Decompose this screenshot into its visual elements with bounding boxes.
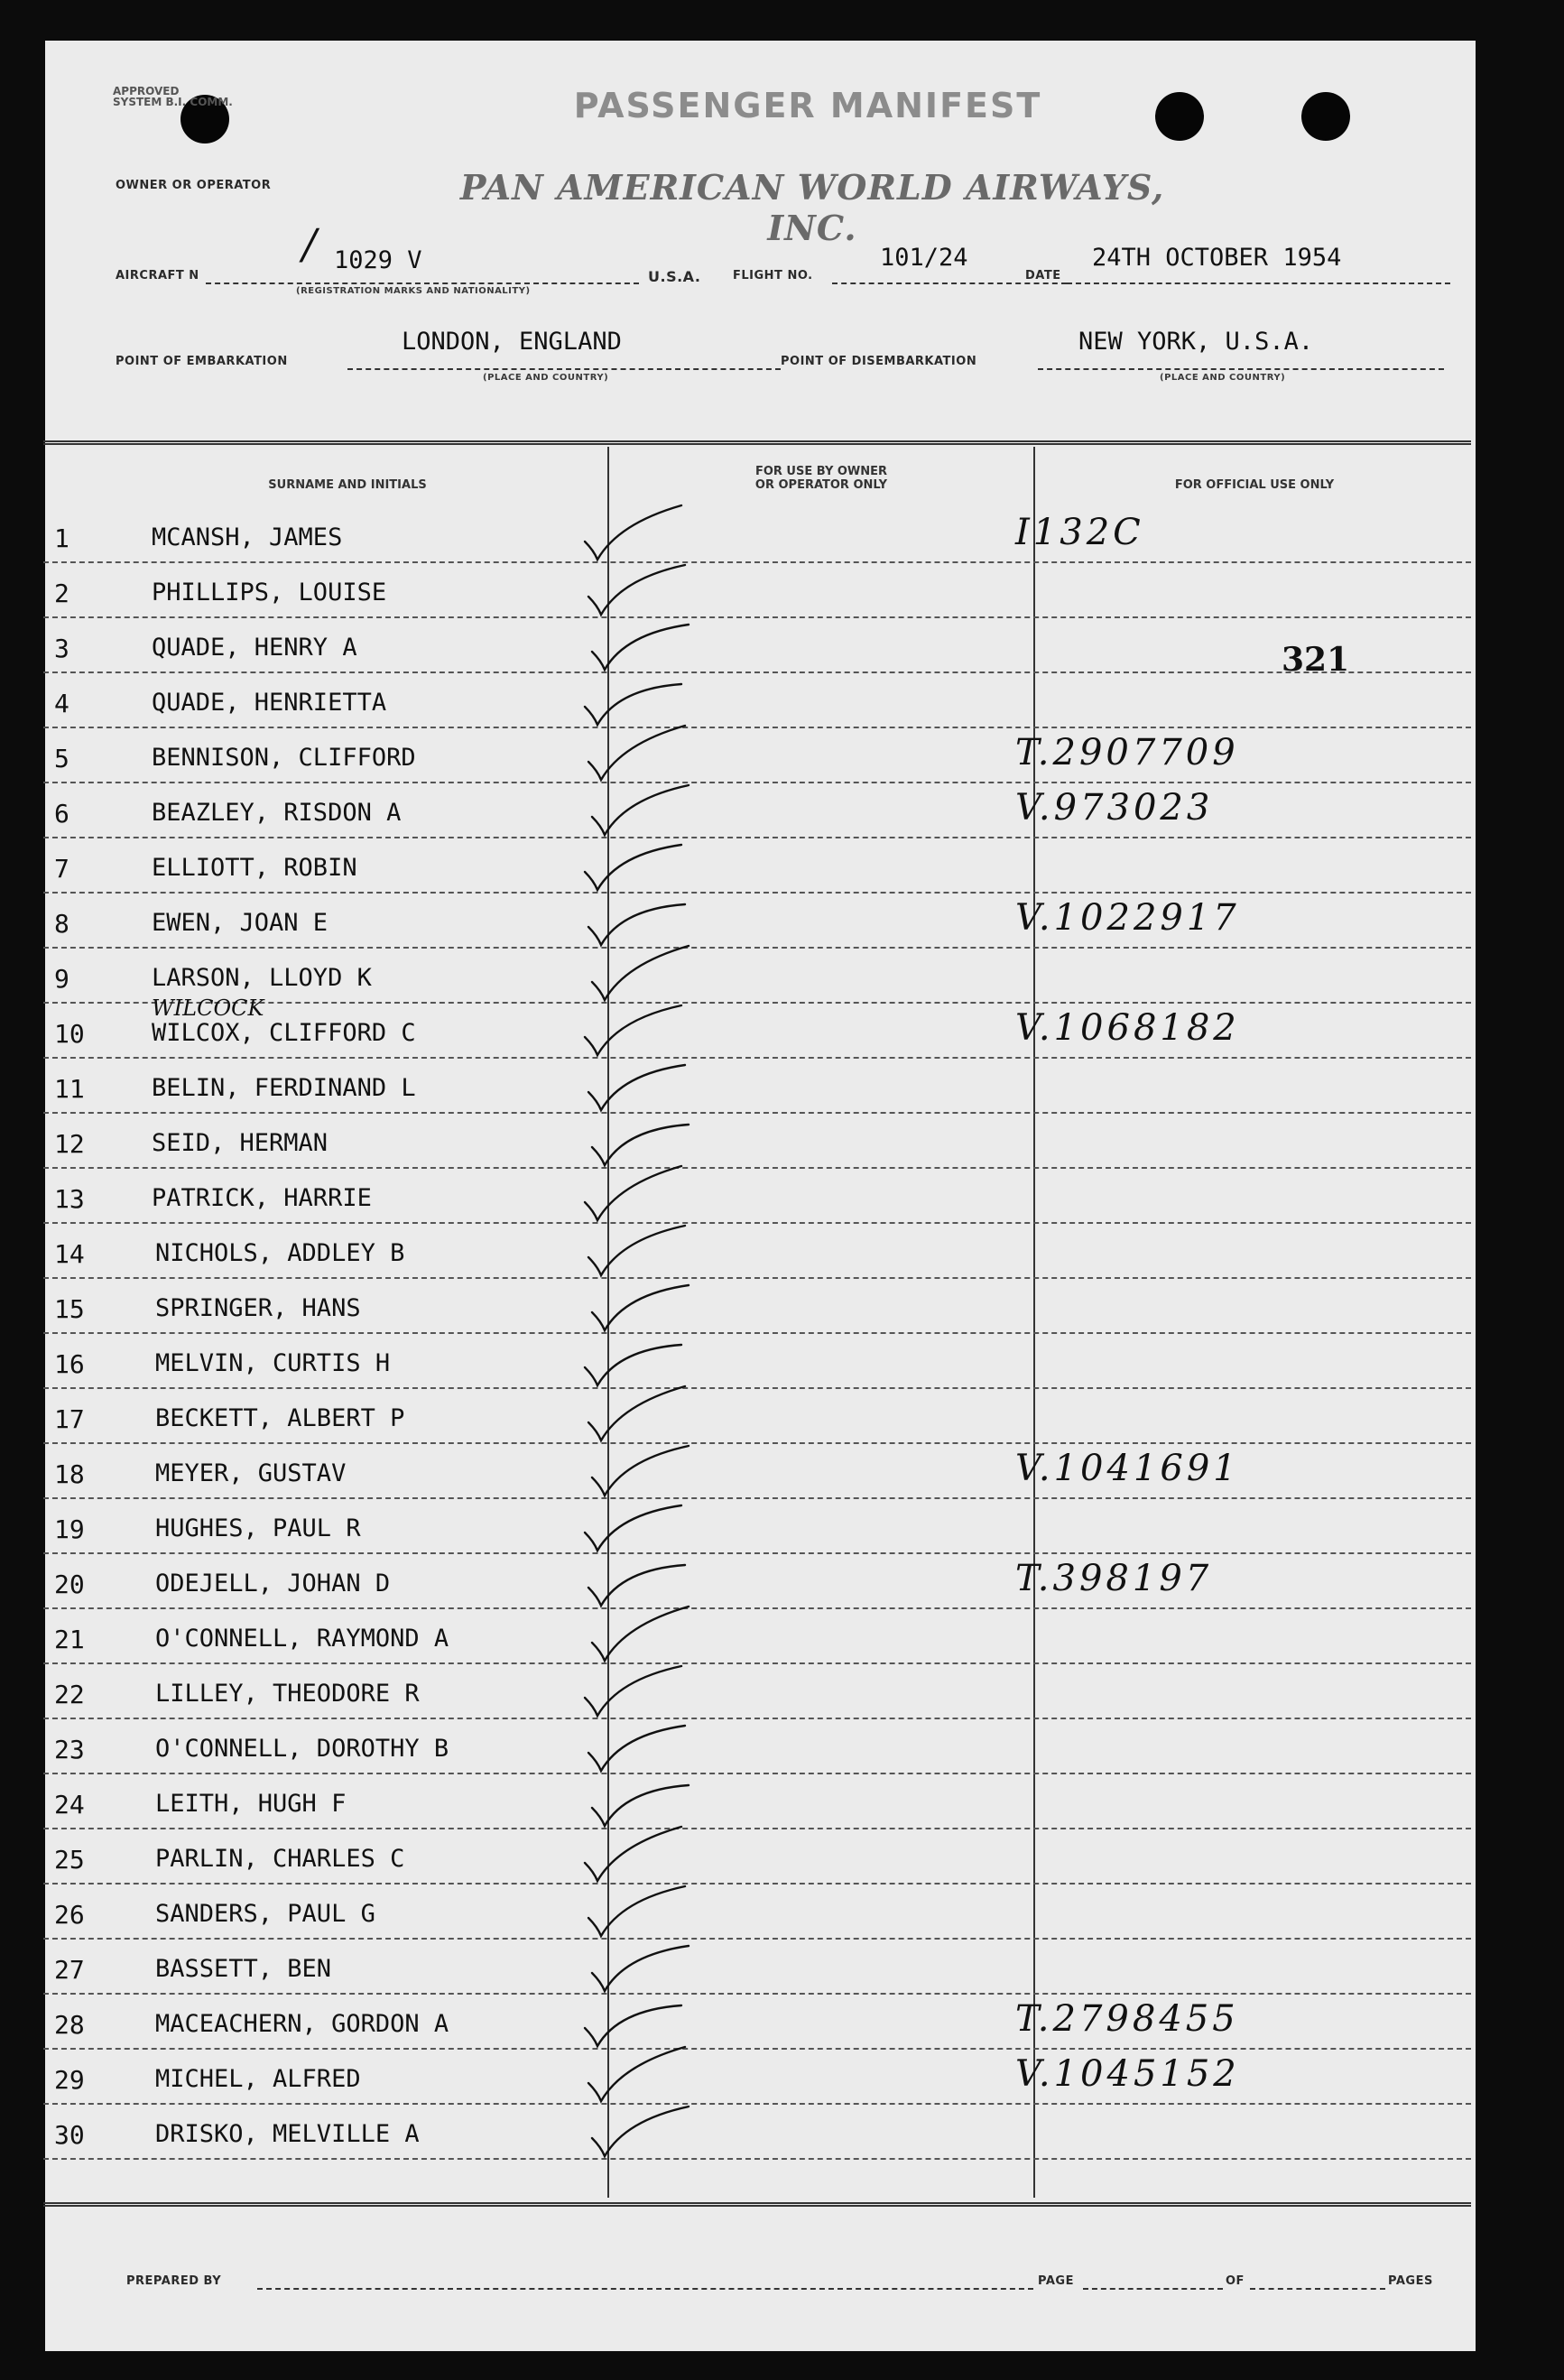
flight-value: 101/24 (880, 244, 968, 272)
passenger-name: SEID, HERMAN (152, 1129, 329, 1157)
passenger-name: LARSON, LLOYD K (152, 964, 372, 992)
embarkation-underline (347, 368, 781, 370)
passenger-name: MEYER, GUSTAV (155, 1459, 347, 1487)
row-number: 11 (54, 1074, 85, 1104)
official-entry: I132C (1015, 512, 1144, 553)
row-number: 18 (54, 1459, 85, 1489)
registration-note: (REGISTRATION MARKS AND NATIONALITY) (296, 286, 531, 296)
row-number: 4 (54, 689, 69, 718)
row-number: 17 (54, 1404, 85, 1434)
row-number: 10 (54, 1019, 85, 1049)
row-number: 16 (54, 1349, 85, 1379)
passenger-name: BEAZLEY, RISDON A (152, 799, 402, 827)
row-separator (43, 1938, 1471, 1940)
row-separator (43, 1222, 1471, 1224)
passenger-name: SPRINGER, HANS (155, 1294, 361, 1322)
row-separator (43, 1167, 1471, 1169)
row-separator (43, 1497, 1471, 1499)
col-header-surname: SURNAME AND INITIALS (268, 478, 427, 492)
row-number: 8 (54, 909, 69, 939)
passenger-name: BECKETT, ALBERT P (155, 1404, 405, 1432)
row-number: 23 (54, 1735, 85, 1764)
date-label: DATE (1025, 269, 1061, 282)
row-number: 28 (54, 2010, 85, 2040)
row-number: 12 (54, 1129, 85, 1159)
row-number: 29 (54, 2065, 85, 2095)
row-separator (43, 1773, 1471, 1774)
row-number: 14 (54, 1239, 85, 1269)
date-value: 24TH OCTOBER 1954 (1092, 244, 1342, 272)
of-label: OF (1226, 2274, 1245, 2288)
row-number: 26 (54, 1900, 85, 1930)
embarkation-note: (PLACE AND COUNTRY) (483, 373, 609, 383)
page-title: PASSENGER MANIFEST (573, 86, 1042, 125)
row-separator (43, 561, 1471, 563)
aircraft-label: AIRCRAFT N (116, 269, 199, 282)
pages-label: PAGES (1388, 2274, 1433, 2288)
passenger-name: LEITH, HUGH F (155, 1790, 347, 1818)
table-top-rule (43, 440, 1471, 445)
row-separator (43, 837, 1471, 838)
disembarkation-underline (1038, 368, 1444, 370)
page-underline (1083, 2288, 1223, 2290)
row-separator (43, 1607, 1471, 1609)
row-number: 13 (54, 1184, 85, 1214)
row-separator (43, 1387, 1471, 1389)
passenger-name: EWEN, JOAN E (152, 909, 329, 937)
passenger-name: ODEJELL, JOHAN D (155, 1570, 391, 1597)
row-separator (43, 947, 1471, 949)
passenger-name: SANDERS, PAUL G (155, 1900, 375, 1928)
page-label: PAGE (1038, 2274, 1074, 2288)
passenger-name: PATRICK, HARRIE (152, 1184, 372, 1212)
embarkation-value: LONDON, ENGLAND (402, 328, 622, 356)
row-separator (43, 1662, 1471, 1664)
row-number: 27 (54, 1955, 85, 1985)
row-number: 21 (54, 1625, 85, 1654)
col-header-official: FOR OFFICIAL USE ONLY (1174, 478, 1335, 492)
passenger-name: QUADE, HENRY A (152, 634, 357, 662)
official-entry: V.1041691 (1015, 1448, 1240, 1489)
passenger-name: BELIN, FERDINAND L (152, 1074, 416, 1102)
col-header-owner: FOR USE BY OWNER OR OPERATOR ONLY (754, 465, 888, 492)
approval-stamp: APPROVED SYSTEM B.I. COMM. (113, 85, 233, 108)
row-separator (43, 2158, 1471, 2160)
row-separator (43, 2048, 1471, 2050)
row-separator (43, 1057, 1471, 1059)
passenger-name: PARLIN, CHARLES C (155, 1845, 405, 1873)
handwritten-correction: WILCOCK (152, 996, 264, 1021)
stamp-number: 321 (1282, 641, 1350, 679)
passenger-name: WILCOX, CLIFFORD C (152, 1019, 416, 1047)
row-number: 25 (54, 1845, 85, 1875)
passenger-name: O'CONNELL, DOROTHY B (155, 1735, 449, 1763)
row-separator (43, 1993, 1471, 1995)
passenger-name: MICHEL, ALFRED (155, 2065, 361, 2093)
owner-value: PAN AMERICAN WORLD AIRWAYS, INC. (459, 167, 1165, 248)
official-entry: T.2798455 (1015, 1998, 1239, 2040)
official-entry: T.398197 (1015, 1558, 1213, 1599)
row-number: 3 (54, 634, 69, 663)
row-separator (43, 1442, 1471, 1444)
passenger-name: NICHOLS, ADDLEY B (155, 1239, 405, 1267)
disembarkation-note: (PLACE AND COUNTRY) (1160, 373, 1286, 383)
row-separator (43, 671, 1471, 673)
check-mark (585, 2084, 711, 2165)
of-underline (1250, 2288, 1385, 2290)
row-separator (43, 2103, 1471, 2105)
passenger-name: MELVIN, CURTIS H (155, 1349, 391, 1377)
row-separator (43, 1112, 1471, 1114)
row-number: 20 (54, 1570, 85, 1599)
row-separator (43, 1332, 1471, 1334)
flight-label: FLIGHT NO. (733, 269, 813, 282)
aircraft-handmark: / (302, 219, 317, 268)
usa-label: U.S.A. (648, 268, 701, 285)
table-bottom-rule (43, 2202, 1471, 2207)
passenger-name: O'CONNELL, RAYMOND A (155, 1625, 449, 1653)
column-divider (1033, 447, 1035, 2198)
aircraft-underline (206, 282, 639, 284)
passenger-name: PHILLIPS, LOUISE (152, 579, 387, 607)
row-number: 15 (54, 1294, 85, 1324)
row-number: 7 (54, 854, 69, 884)
row-separator (43, 616, 1471, 618)
passenger-name: DRISKO, MELVILLE A (155, 2120, 420, 2148)
row-separator (43, 727, 1471, 728)
row-number: 2 (54, 579, 69, 608)
row-number: 24 (54, 1790, 85, 1820)
passenger-name: HUGHES, PAUL R (155, 1514, 361, 1542)
official-entry: V.973023 (1015, 787, 1214, 829)
official-entry: T.2907709 (1015, 732, 1239, 773)
passenger-name: QUADE, HENRIETTA (152, 689, 387, 717)
flight-underline (832, 282, 1067, 284)
passenger-name: ELLIOTT, ROBIN (152, 854, 357, 882)
date-underline (1067, 282, 1450, 284)
official-entry: V.1045152 (1015, 2053, 1240, 2095)
official-entry: V.1068182 (1015, 1007, 1240, 1049)
row-number: 6 (54, 799, 69, 829)
aircraft-value: 1029 V (334, 246, 422, 274)
passenger-name: BENNISON, CLIFFORD (152, 744, 416, 772)
punch-hole (1155, 92, 1204, 141)
punch-hole (1301, 92, 1350, 141)
row-number: 5 (54, 744, 69, 773)
row-separator (43, 892, 1471, 894)
row-number: 30 (54, 2120, 85, 2150)
row-separator (43, 1883, 1471, 1885)
prepared-by-label: PREPARED BY (126, 2274, 222, 2288)
passenger-name: MACEACHERN, GORDON A (155, 2010, 449, 2038)
passenger-name: MCANSH, JAMES (152, 523, 343, 551)
row-number: 19 (54, 1514, 85, 1544)
check-stroke (592, 2107, 689, 2156)
row-separator (43, 1828, 1471, 1829)
row-number: 9 (54, 964, 69, 994)
disembarkation-value: NEW YORK, U.S.A. (1078, 328, 1314, 356)
row-separator (43, 1552, 1471, 1554)
row-separator (43, 1277, 1471, 1279)
row-separator (43, 1718, 1471, 1719)
official-entry: V.1022917 (1015, 897, 1240, 939)
embarkation-label: POINT OF EMBARKATION (116, 355, 288, 368)
owner-label: OWNER OR OPERATOR (116, 179, 272, 192)
passenger-name: LILLEY, THEODORE R (155, 1680, 420, 1708)
disembarkation-label: POINT OF DISEMBARKATION (781, 355, 977, 368)
row-number: 1 (54, 523, 69, 553)
row-separator (43, 782, 1471, 783)
prepared-by-underline (257, 2288, 1033, 2290)
passenger-name: BASSETT, BEN (155, 1955, 332, 1983)
row-number: 22 (54, 1680, 85, 1709)
